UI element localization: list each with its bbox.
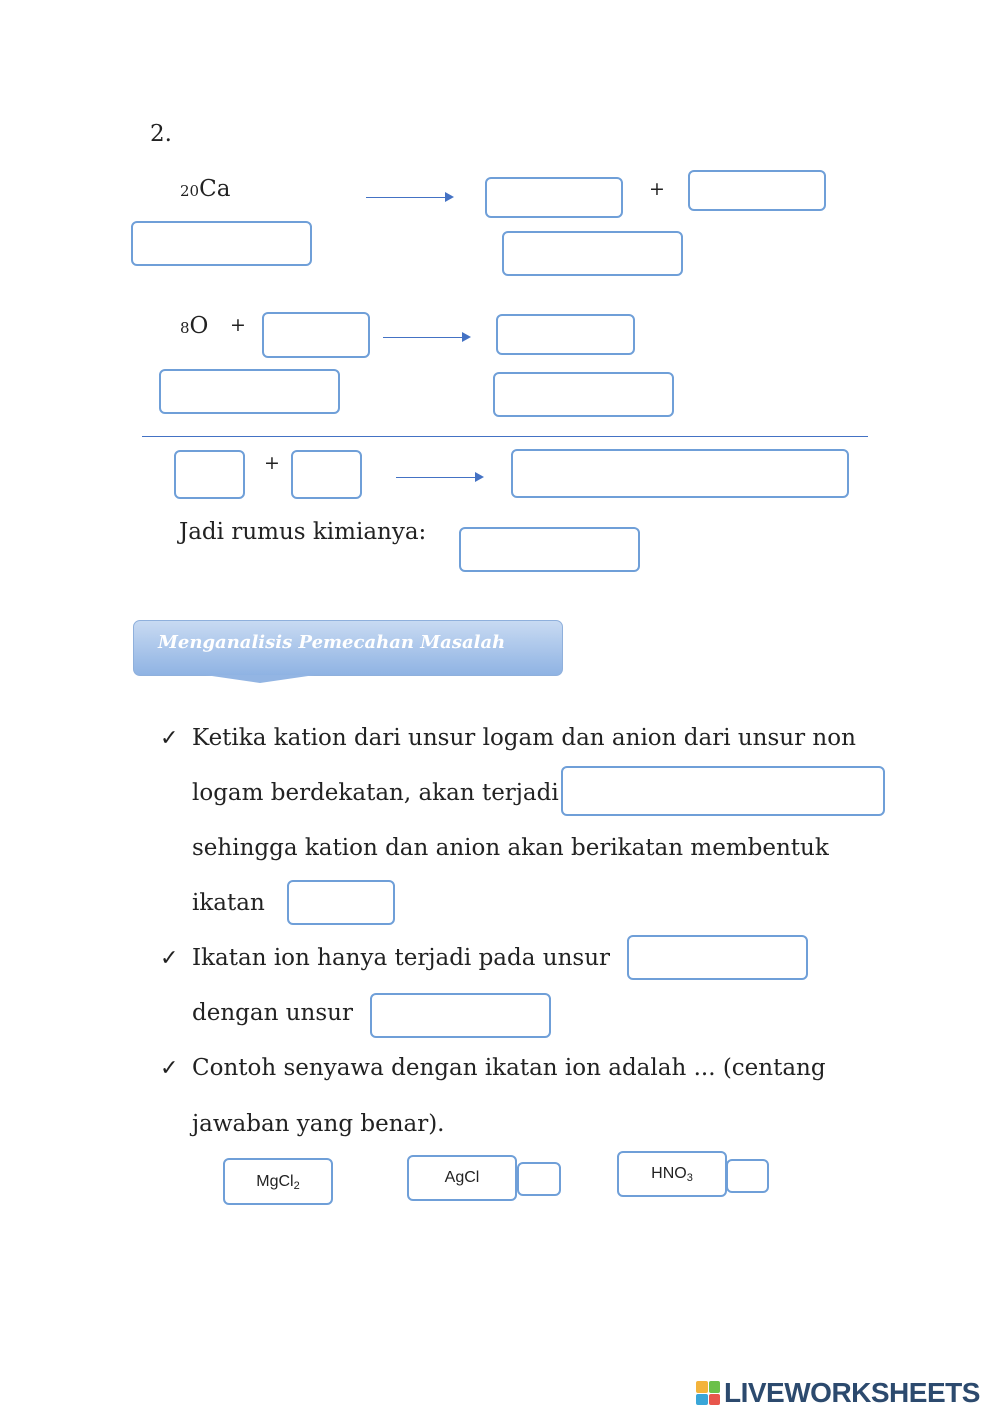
section-banner-title: Menganalisis Pemecahan Masalah [158,632,506,653]
statement-1-line-1: Ketika kation dari unsur logam dan anion dari unsur non [192,725,856,751]
option-mgcl2-subscript: 2 [293,1179,300,1192]
chemical-formula-input[interactable] [459,527,640,572]
calcium-ion-input[interactable] [485,177,623,218]
calcium-ion-config-input[interactable] [502,231,683,276]
element-type-1-input[interactable] [627,935,808,980]
sum-divider [142,436,868,437]
calcium-electron-input[interactable] [688,170,826,211]
option-agcl-label: AgCl [444,1169,480,1186]
calcium-config-input[interactable] [131,221,312,266]
calcium-label: Ca [199,176,231,202]
liveworksheets-wordmark: LIVEWORKSHEETS [724,1377,980,1408]
option-hno3-label: HNO [651,1165,687,1182]
statement-2-line-1: Ikatan ion hanya terjadi pada unsur [192,945,610,971]
option-hno3 [617,1151,727,1197]
liveworksheets-logo [696,1376,980,1410]
conclusion-label: Jadi rumus kimianya: [179,519,427,545]
statement-1-line-3: sehingga kation dan anion akan berikatan membentuk [192,835,829,861]
option-mgcl2[interactable] [223,1158,333,1205]
option-mgcl2-label: MgCl [256,1172,294,1190]
section-banner [133,620,563,676]
question-number: 2. [150,121,172,147]
calcium-symbol [180,176,230,202]
reaction-arrow-3 [396,477,482,478]
liveworksheets-icon [696,1381,720,1405]
option-agcl [407,1155,517,1201]
option-hno3-checkbox[interactable] [726,1159,769,1193]
statement-3-line-2: jawaban yang benar). [192,1111,445,1137]
cation-input[interactable] [174,450,245,499]
product-input[interactable] [511,449,849,498]
oxygen-ion-config-input[interactable] [493,372,674,417]
statement-3-line-1: Contoh senyawa dengan ikatan ion adalah ... (centang [192,1055,826,1081]
anion-input[interactable] [291,450,362,499]
check-icon: ✓ [160,726,179,751]
check-icon: ✓ [160,946,179,971]
statement-2-line-2: dengan unsur [192,1000,353,1026]
reaction-arrow-1 [366,197,452,198]
option-hno3-subscript: 3 [686,1172,693,1184]
oxygen-atomic-number: 8 [180,319,190,337]
oxygen-label: O [189,313,209,339]
plus-sign-1: + [649,178,665,200]
reaction-arrow-2 [383,337,469,338]
option-agcl-checkbox[interactable] [517,1162,561,1196]
oxygen-ion-input[interactable] [496,314,635,355]
statement-1-line-4: ikatan [192,890,265,916]
statement-1-line-2: logam berdekatan, akan terjadi [192,780,559,806]
banner-tail [205,675,315,683]
plus-sign-3: + [264,452,280,474]
element-type-2-input[interactable] [370,993,551,1038]
oxygen-electron-input[interactable] [262,312,370,358]
bond-type-input[interactable] [287,880,395,925]
plus-sign-2: + [230,314,246,336]
oxygen-config-input[interactable] [159,369,340,414]
calcium-atomic-number: 20 [180,182,200,200]
attraction-input[interactable] [561,766,885,816]
oxygen-symbol [180,313,208,339]
check-icon: ✓ [160,1056,179,1081]
